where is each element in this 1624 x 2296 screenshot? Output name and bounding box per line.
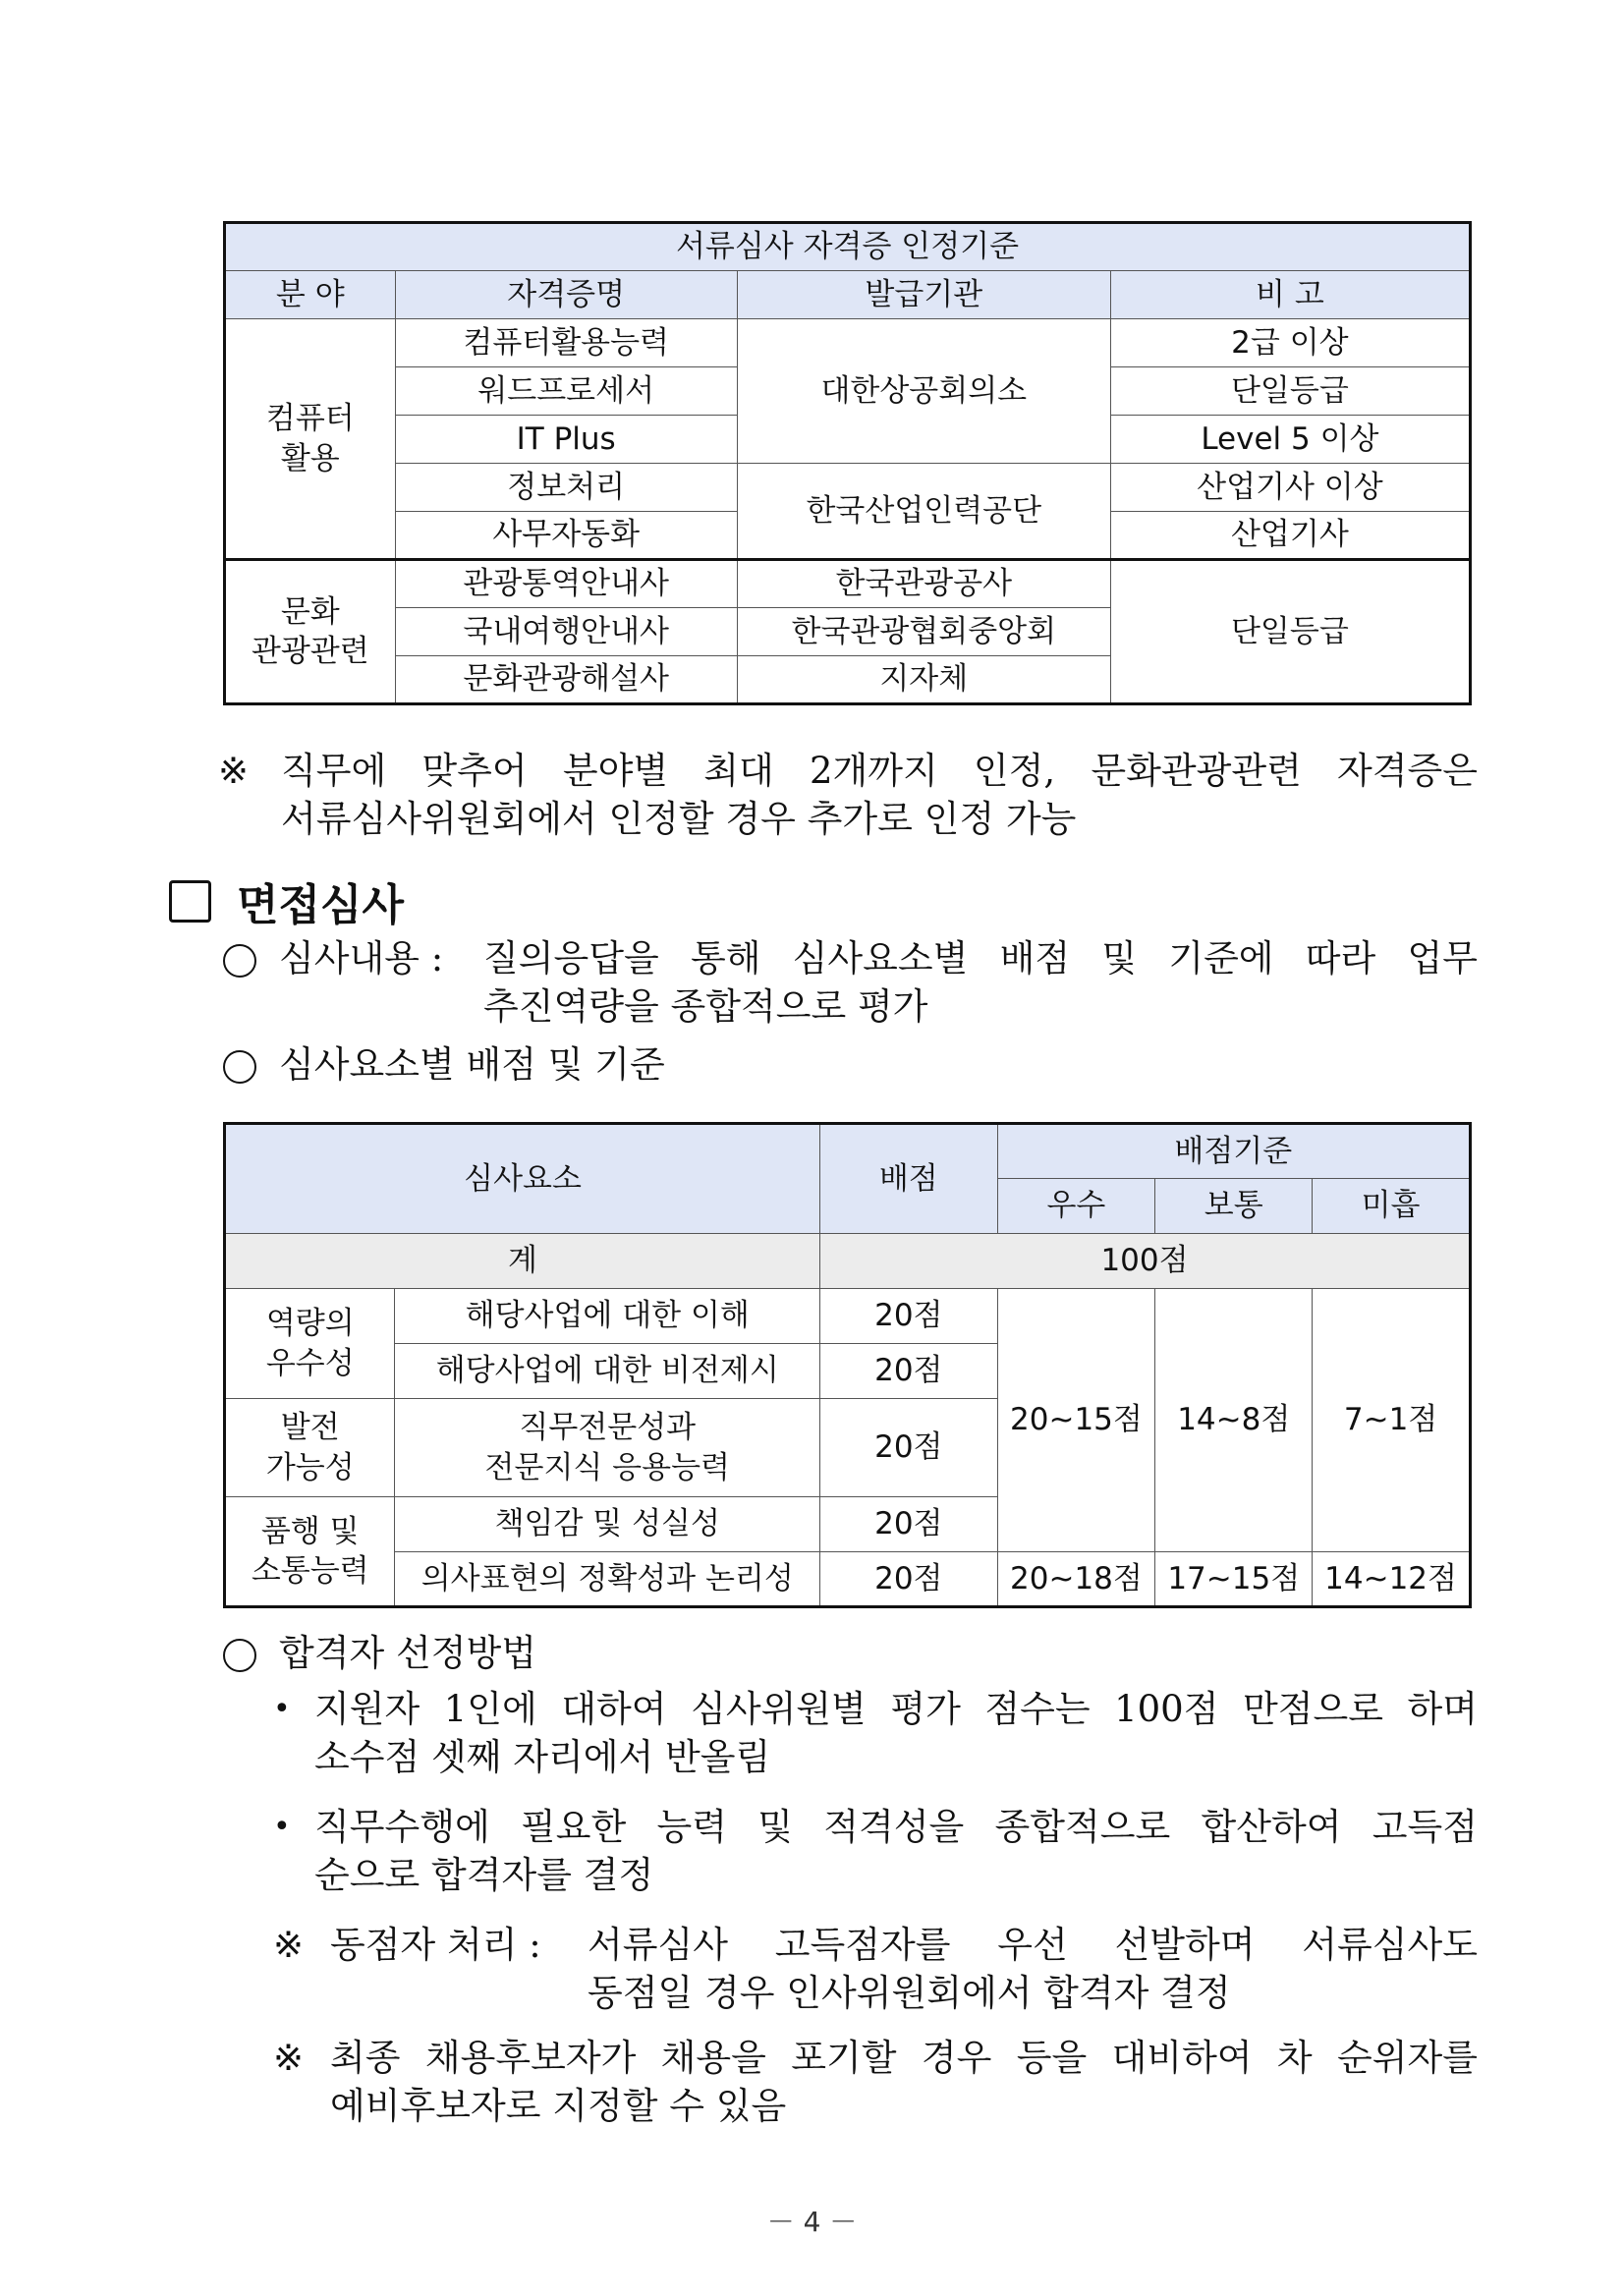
element-score: 20점 <box>820 1552 998 1607</box>
note-line: 서류심사 고득점자를 우선 선발하며 서류심사도 <box>588 1924 1478 1966</box>
header-field: 분 야 <box>225 271 396 319</box>
group-name: 역량의 우수성 <box>225 1289 395 1399</box>
selection-bullet <box>314 1803 1478 1899</box>
issuer: 한국관광협회중앙회 <box>737 608 1110 656</box>
remark: 단일등급 <box>1110 560 1470 704</box>
header-criteria: 배점기준 <box>997 1124 1470 1179</box>
note-line: 서류심사위원회에서 인정할 경우 추가로 인정 가능 <box>281 798 1077 840</box>
note-label: 동점자 처리 : <box>330 1924 541 1966</box>
issuer: 대한상공회의소 <box>737 319 1110 464</box>
selection-bullet <box>314 1685 1478 1781</box>
element-label: 책임감 및 성실성 <box>395 1497 820 1552</box>
circle-bullet-icon <box>223 1639 256 1672</box>
remark: 산업기사 이상 <box>1110 464 1470 512</box>
cert-name: 관광통역안내사 <box>395 560 737 608</box>
element-label: 해당사업에 대한 이해 <box>395 1289 820 1344</box>
certificate-table-title: 서류심사 자격증 인정기준 <box>225 223 1471 271</box>
group-name: 발전 가능성 <box>225 1399 395 1497</box>
header-element: 심사요소 <box>225 1124 820 1234</box>
criteria-normal: 14~8점 <box>1155 1289 1313 1552</box>
selection-title: 합격자 선정방법 <box>279 1632 536 1674</box>
certificate-table <box>223 221 1472 705</box>
note-symbol: ※ <box>273 2037 305 2079</box>
section-interview <box>169 869 404 932</box>
field-culture-tourism: 문화 관광관련 <box>225 560 396 704</box>
circle-bullet-icon <box>223 1050 256 1084</box>
remark: 2급 이상 <box>1110 319 1470 367</box>
element-score: 20점 <box>820 1344 998 1399</box>
remark: 단일등급 <box>1110 367 1470 416</box>
note-reserve <box>330 2034 1478 2130</box>
total-value: 100점 <box>820 1234 1471 1289</box>
page-number: － 4 － <box>766 2206 858 2238</box>
note-line: 예비후보자로 지정할 수 있음 <box>330 2085 787 2127</box>
remark: 산업기사 <box>1110 512 1470 560</box>
section-title: 면접심사 <box>237 880 405 930</box>
cert-name: 사무자동화 <box>395 512 737 560</box>
note-certificate <box>281 747 1478 843</box>
dot-bullet-icon: • <box>273 1692 291 1726</box>
bullet-line: 순으로 합격자를 결정 <box>314 1854 654 1896</box>
remark: Level 5 이상 <box>1110 416 1470 464</box>
note-line: 최종 채용후보자가 채용을 포기할 경우 등을 대비하여 차 순위자를 <box>330 2037 1478 2079</box>
circle-bullet-icon <box>223 944 256 978</box>
cert-name: 컴퓨터활용능력 <box>395 319 737 367</box>
element-label: 해당사업에 대한 비전제시 <box>395 1344 820 1399</box>
note-line: 동점일 경우 인사위원회에서 합격자 결정 <box>588 1972 1231 2014</box>
element-score: 20점 <box>820 1289 998 1344</box>
bullet-line: 지원자 1인에 대하여 심사위원별 평가 점수는 100점 만점으로 하며 <box>314 1688 1478 1730</box>
item-content <box>483 934 1478 1031</box>
cert-name: 워드프로세서 <box>395 367 737 416</box>
bullet-line: 소수점 셋째 자리에서 반올림 <box>314 1736 771 1778</box>
item-label: 심사내용 : <box>279 937 444 980</box>
header-normal: 보통 <box>1155 1179 1313 1234</box>
issuer: 한국관광공사 <box>737 560 1110 608</box>
header-cert-name: 자격증명 <box>395 271 737 319</box>
issuer: 한국산업인력공단 <box>737 464 1110 560</box>
header-poor: 미흡 <box>1313 1179 1471 1234</box>
item-text: 심사요소별 배점 및 기준 <box>279 1043 665 1086</box>
total-label: 계 <box>225 1234 820 1289</box>
group-name: 품행 및 소통능력 <box>225 1497 395 1607</box>
item-line: 질의응답을 통해 심사요소별 배점 및 기준에 따라 업무 <box>483 937 1478 980</box>
issuer: 지자체 <box>737 656 1110 704</box>
item-line: 추진역량을 종합적으로 평가 <box>483 985 928 1028</box>
cert-name: 문화관광해설사 <box>395 656 737 704</box>
note-line: 직무에 맞추어 분야별 최대 2개까지 인정, 문화관광관련 자격증은 <box>281 750 1478 792</box>
criteria-excellent: 20~18점 <box>997 1552 1155 1607</box>
dot-bullet-icon: • <box>273 1810 291 1844</box>
bullet-line: 직무수행에 필요한 능력 및 적격성을 종합적으로 합산하여 고득점 <box>314 1806 1478 1848</box>
criteria-poor: 7~1점 <box>1313 1289 1471 1552</box>
element-score: 20점 <box>820 1497 998 1552</box>
cert-name: 국내여행안내사 <box>395 608 737 656</box>
criteria-normal: 17~15점 <box>1155 1552 1313 1607</box>
cert-name: IT Plus <box>395 416 737 464</box>
checkbox-square-icon <box>169 880 211 923</box>
cert-name: 정보처리 <box>395 464 737 512</box>
header-issuer: 발급기관 <box>737 271 1110 319</box>
field-computer: 컴퓨터 활용 <box>225 319 396 560</box>
criteria-poor: 14~12점 <box>1313 1552 1471 1607</box>
element-score: 20점 <box>820 1399 998 1497</box>
scoring-table <box>223 1122 1472 1608</box>
note-symbol: ※ <box>273 1924 305 1966</box>
header-score: 배점 <box>820 1124 998 1234</box>
header-remark: 비 고 <box>1110 271 1470 319</box>
criteria-excellent: 20~15점 <box>997 1289 1155 1552</box>
element-label: 직무전문성과 전문지식 응용능력 <box>395 1399 820 1497</box>
note-symbol: ※ <box>218 750 250 792</box>
header-excellent: 우수 <box>997 1179 1155 1234</box>
element-label: 의사표현의 정확성과 논리성 <box>395 1552 820 1607</box>
note-tie <box>588 1921 1478 2017</box>
